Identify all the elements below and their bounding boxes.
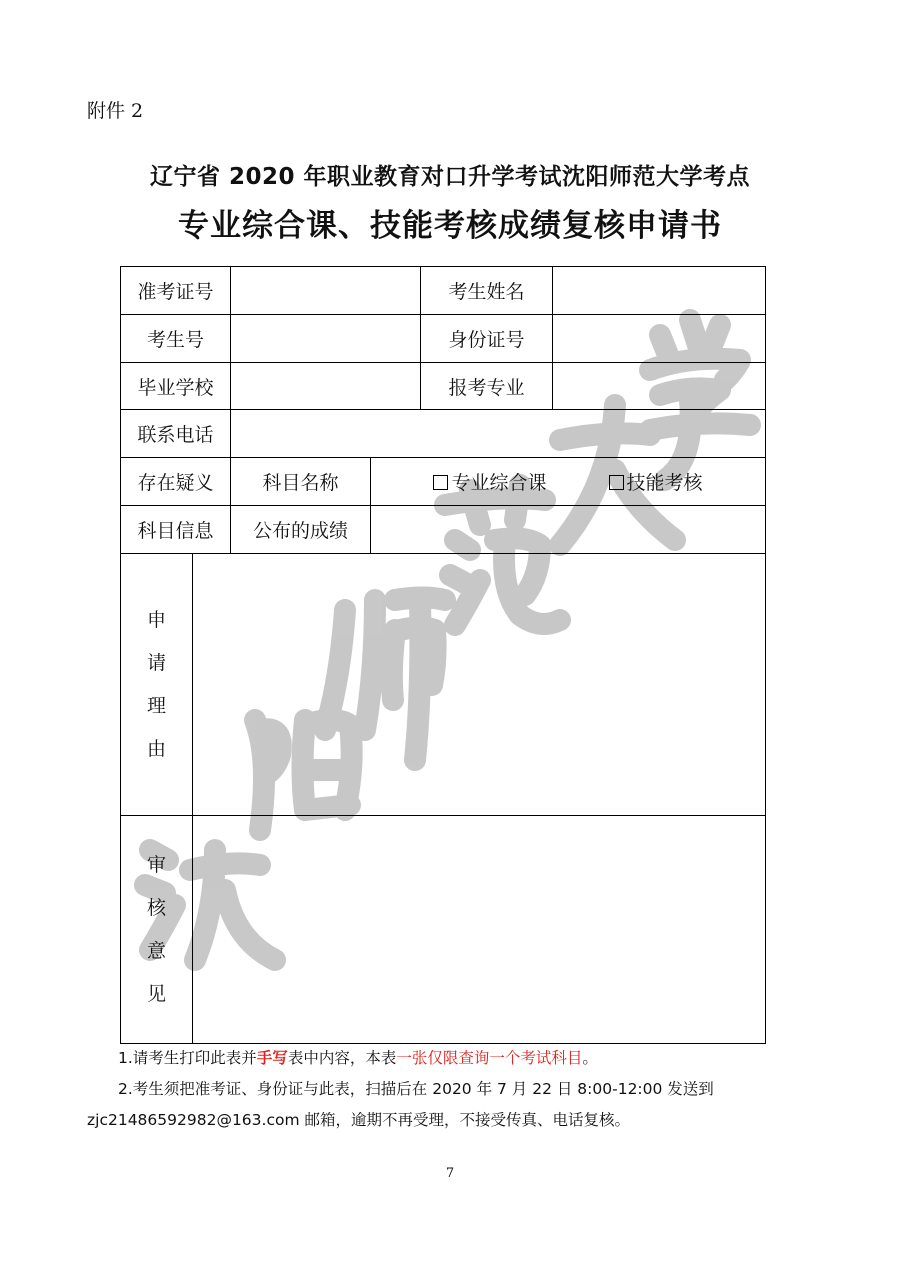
note-2: 2.考生须把准考证、身份证与此表，扫描后在 2020 年 7 月 22 日 8:00-12:00 发送到 [118, 1080, 714, 1098]
candidate-no-field[interactable] [231, 315, 421, 363]
name-label: 考生姓名 [421, 267, 553, 315]
published-score-label: 公布的成绩 [231, 506, 371, 554]
option-comprehensive[interactable] [433, 468, 546, 495]
reason-char: 由 [146, 737, 166, 760]
reason-char: 请 [146, 651, 166, 674]
doubt-subject-label-1: 存在疑义 [121, 458, 231, 506]
reason-char: 申 [146, 608, 166, 631]
school-label: 毕业学校 [121, 363, 231, 410]
review-char: 核 [146, 896, 166, 919]
page-number: 7 [445, 1166, 455, 1181]
id-no-field[interactable] [553, 315, 766, 363]
reason-char: 理 [146, 694, 166, 717]
subject-options [371, 458, 766, 506]
reason-label [121, 554, 193, 816]
major-label: 报考专业 [421, 363, 553, 410]
note-1-text: 1.请考生打印此表并 [118, 1049, 257, 1067]
application-form [120, 266, 766, 1044]
school-field[interactable] [231, 363, 421, 410]
attachment-label: 附件 2 [87, 100, 144, 122]
checkbox-icon[interactable] [433, 475, 448, 490]
note-1 [87, 1043, 822, 1074]
note-1-emphasis: 一张仅限查询一个考试科目 [396, 1049, 583, 1067]
subject-name-label: 科目名称 [231, 458, 371, 506]
document-subtitle: 专业综合课、技能考核成绩复核申请书 [178, 208, 722, 244]
option-skill-label: 技能考核 [626, 472, 703, 494]
candidate-no-label: 考生号 [121, 315, 231, 363]
option-skill[interactable] [609, 468, 703, 495]
review-field[interactable] [193, 816, 766, 1044]
published-score-field[interactable] [371, 506, 766, 554]
note-1-text: 表中内容，本表 [287, 1049, 397, 1067]
admission-no-field[interactable] [231, 267, 421, 315]
id-no-label: 身份证号 [421, 315, 553, 363]
checkbox-icon[interactable] [609, 475, 624, 490]
review-char: 见 [146, 982, 166, 1005]
name-field[interactable] [553, 267, 766, 315]
note-2-email-line: zjc21486592982@163.com 邮箱，逾期不再受理，不接受传真、电话复核。 [87, 1111, 630, 1129]
notes [87, 1043, 822, 1136]
major-field[interactable] [553, 363, 766, 410]
note-1-text: 。 [582, 1049, 598, 1067]
review-char: 审 [146, 853, 166, 876]
review-char: 意 [146, 939, 166, 962]
note-1-emphasis: 手写 [256, 1049, 288, 1067]
phone-label: 联系电话 [121, 410, 231, 458]
document-title: 辽宁省 2020 年职业教育对口升学考试沈阳师范大学考点 [149, 164, 751, 190]
admission-no-label: 准考证号 [121, 267, 231, 315]
review-label [121, 816, 193, 1044]
reason-field[interactable] [193, 554, 766, 816]
phone-field[interactable] [231, 410, 766, 458]
option-comprehensive-label: 专业综合课 [451, 472, 547, 494]
doubt-subject-label-2: 科目信息 [121, 506, 231, 554]
